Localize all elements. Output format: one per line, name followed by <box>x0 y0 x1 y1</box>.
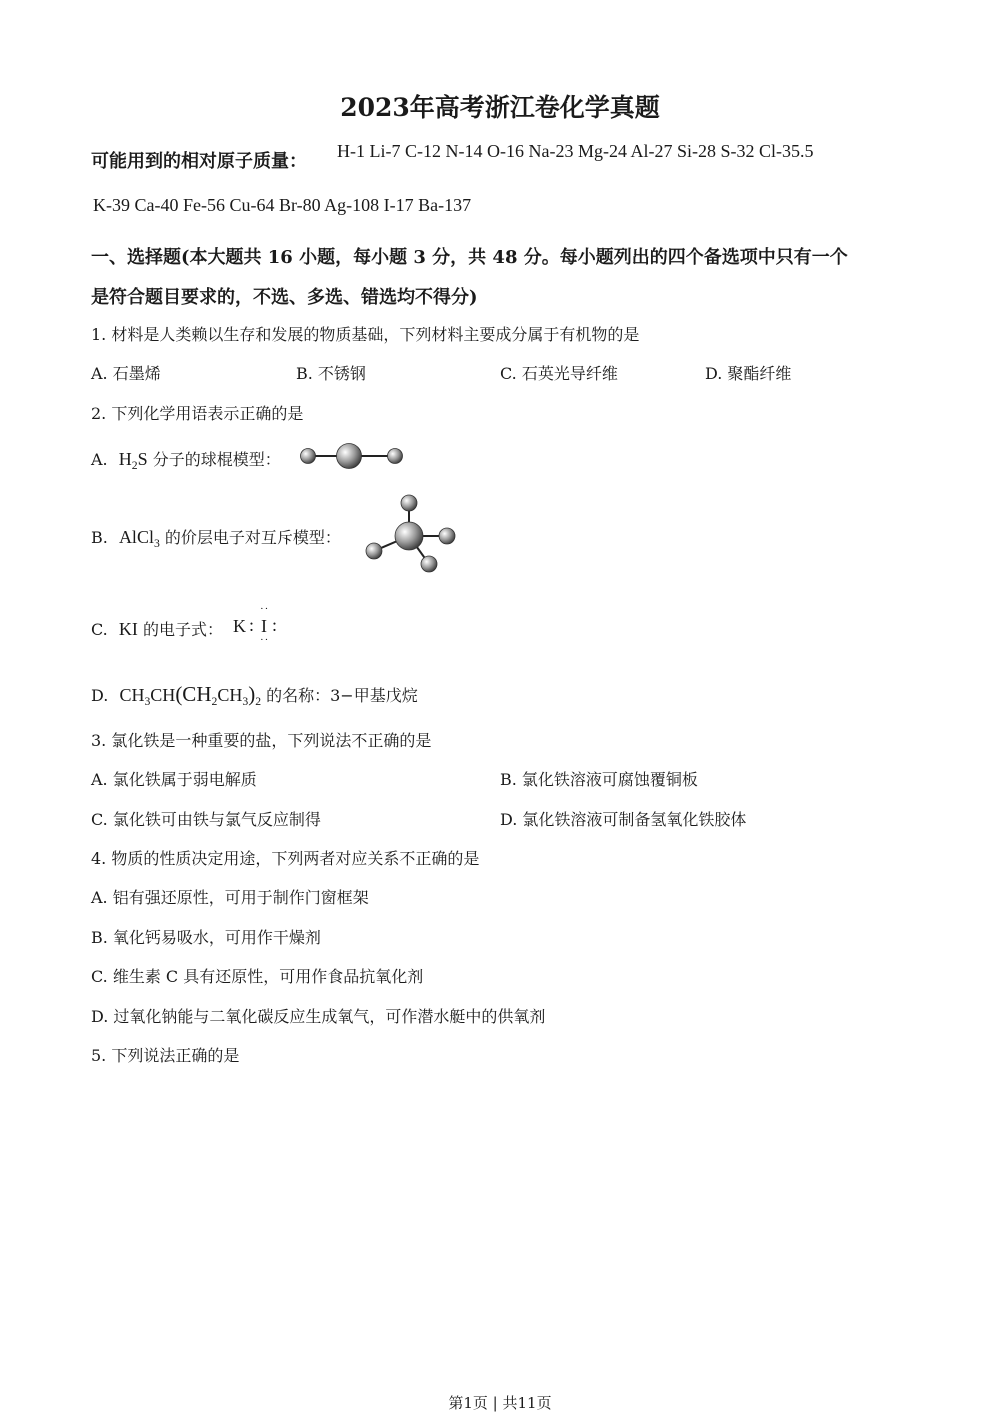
question-4-option-d: D. 过氧化钠能与二氧化碳反应生成氧气，可作潜水艇中的供氧剂 <box>91 1007 546 1026</box>
atomic-mass-label: 可能用到的相对原子质量： <box>91 151 307 172</box>
question-4-option-a: A. 铝有强还原性，可用于制作门窗框架 <box>91 888 369 907</box>
electron-formula-iodine: I <box>261 616 267 636</box>
question-3-option-b: B. 氯化铁溶液可腐蚀覆铜板 <box>500 770 698 789</box>
formula-part: CH <box>119 685 145 705</box>
atomic-mass-line-1: H-1 Li-7 C-12 N-14 O-16 Na-23 Mg-24 Al-27 Si-28 S-32 Cl-35.5 <box>337 141 814 161</box>
vsepr-tetrahedral-model-icon <box>360 490 460 580</box>
question-2-option-c <box>91 617 223 640</box>
question-3-option-a: A. 氯化铁属于弱电解质 <box>91 770 257 789</box>
question-1-option-a: A. 石墨烯 <box>91 364 161 383</box>
formula-h2s <box>118 449 148 473</box>
question-2-stem: 2. 下列化学用语表示正确的是 <box>91 404 304 423</box>
question-1-option-c: C. 石英光导纤维 <box>500 364 618 383</box>
formula-subscript: 3 <box>144 695 151 709</box>
question-4-stem: 4. 物质的性质决定用途，下列两者对应关系不正确的是 <box>91 849 480 868</box>
electron-dots-top: ·· <box>260 603 270 615</box>
question-4-option-b: B. 氧化钙易吸水，可用作干燥剂 <box>91 928 321 947</box>
question-5-stem: 5. 下列说法正确的是 <box>91 1046 240 1065</box>
formula-subscript: 3 <box>153 537 160 551</box>
page-title: 2023年高考浙江卷化学真题 <box>340 93 660 122</box>
formula-part: CH <box>217 685 243 705</box>
question-3-option-d: D. 氯化铁溶液可制备氢氧化铁胶体 <box>500 810 747 829</box>
question-1-stem: 1. 材料是人类赖以生存和发展的物质基础，下列材料主要成分属于有机物的是 <box>91 325 640 344</box>
formula-3-methylpentane <box>119 682 262 709</box>
formula-part: AlCl <box>118 527 154 547</box>
electron-formula-colon-left: : <box>249 615 255 635</box>
question-3-option-c: C. 氯化铁可由铁与氯气反应制得 <box>91 810 321 829</box>
section-heading-line-1: 一、选择题(本大题共 16 小题，每小题 3 分，共 48 分。每小题列出的四个备选项中只有一个 <box>91 247 848 268</box>
option-letter: A. <box>91 450 108 469</box>
formula-subscript: 2 <box>255 695 262 709</box>
option-letter: C. <box>91 620 108 639</box>
option-letter: B. <box>91 528 108 547</box>
formula-part: S <box>137 449 148 469</box>
formula-part: CH <box>150 685 176 705</box>
question-1-option-d: D. 聚酯纤维 <box>705 364 792 383</box>
electron-dots-bottom: ·· <box>260 634 270 646</box>
electron-formula-colon-right: : <box>272 615 278 635</box>
question-2-option-a <box>91 447 281 473</box>
question-3-stem: 3. 氯化铁是一种重要的盐，下列说法不正确的是 <box>91 731 432 750</box>
question-2-option-b <box>91 525 341 551</box>
option-text: 分子的球棍模型： <box>152 450 281 469</box>
option-text: 的名称：3−甲基戊烷 <box>266 686 418 705</box>
question-4-option-c: C. 维生素 C 具有还原性，可用作食品抗氧化剂 <box>91 967 424 986</box>
ball-and-stick-linear-model-icon <box>298 440 408 474</box>
question-2-option-d <box>91 682 418 707</box>
formula-part: ) <box>248 682 256 706</box>
section-heading-line-2: 是符合题目要求的，不选、多选、错选均不得分) <box>91 287 478 308</box>
formula-subscript: 2 <box>131 459 138 473</box>
formula-ki: KI <box>118 619 138 639</box>
formula-part: H <box>118 449 132 469</box>
question-1-option-b: B. 不锈钢 <box>296 364 366 383</box>
page-footer: 第1页 | 共11页 <box>448 1394 552 1412</box>
formula-part: (CH <box>175 682 212 706</box>
electron-formula-k: K <box>233 616 246 636</box>
formula-subscript: 2 <box>211 695 218 709</box>
atomic-mass-line-2: K-39 Ca-40 Fe-56 Cu-64 Br-80 Ag-108 I-17 Ba-137 <box>93 195 472 215</box>
option-text: 的价层电子对互斥模型： <box>164 528 341 547</box>
formula-alcl3 <box>118 527 160 551</box>
option-text: 的电子式： <box>142 620 223 639</box>
formula-subscript: 3 <box>242 695 249 709</box>
option-letter: D. <box>91 686 109 705</box>
